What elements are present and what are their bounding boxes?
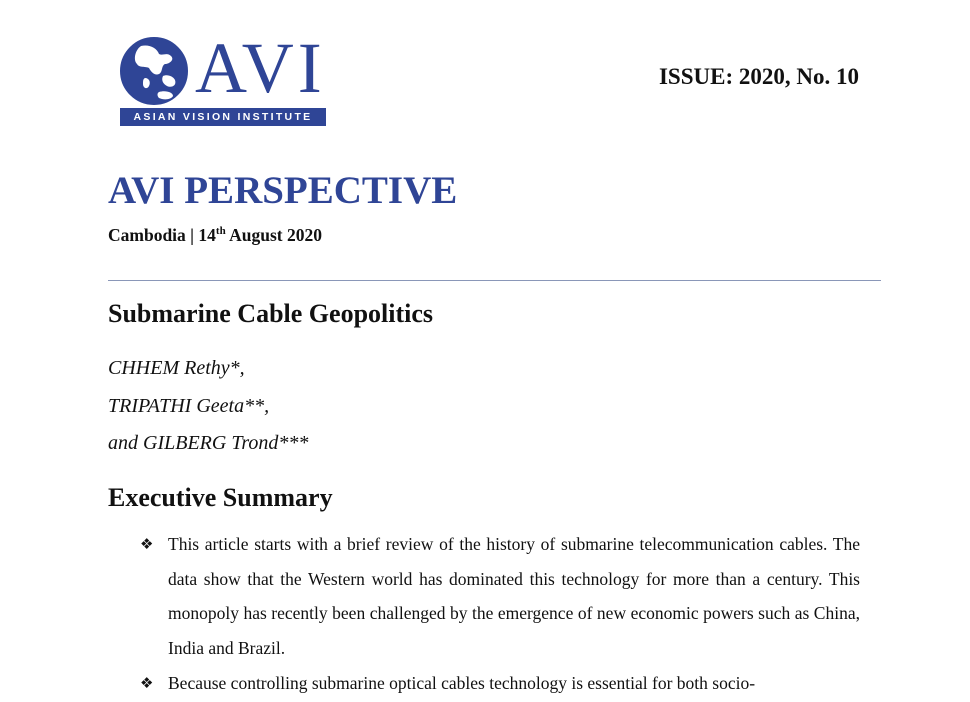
avi-logo [119, 28, 331, 128]
diamond-bullet-icon: ❖ [140, 535, 154, 553]
list-item [140, 527, 860, 665]
dateline [108, 225, 322, 246]
dateline-ordinal: th [215, 225, 226, 238]
issue-number: ISSUE: 2020, No. 10 [658, 64, 859, 89]
dateline-suffix: August 2020 [225, 225, 322, 245]
author-list [108, 350, 308, 463]
header-divider [108, 280, 881, 281]
logo-tagline: ASIAN VISION INSTITUTE [120, 108, 326, 126]
author-2: TRIPATHI Geeta**, [108, 394, 270, 417]
author-1: CHHEM Rethy*, [108, 357, 245, 379]
series-title: AVI PERSPECTIVE [108, 169, 458, 212]
diamond-bullet-icon: ❖ [140, 674, 154, 692]
list-item [140, 666, 860, 701]
summary-bullet-list [140, 527, 860, 702]
logo-wordmark: AVI [195, 28, 326, 108]
author-3: and GILBERG Trond*** [108, 432, 309, 454]
dateline-prefix: Cambodia | 14 [108, 225, 216, 245]
globe-icon [119, 36, 189, 106]
executive-summary-heading: Executive Summary [108, 483, 333, 512]
article-title: Submarine Cable Geopolitics [108, 299, 434, 328]
bullet-text: Because controlling submarine optical cables technology is essential for both socio- [168, 673, 756, 693]
bullet-text: This article starts with a brief review of the history of submarine telecommunication cables. The data show that the Western world has dominated this technology for more than a century. This monopoly has recently been challenged by the emergence of new economic powers such as China, India and Brazil. [168, 534, 860, 658]
